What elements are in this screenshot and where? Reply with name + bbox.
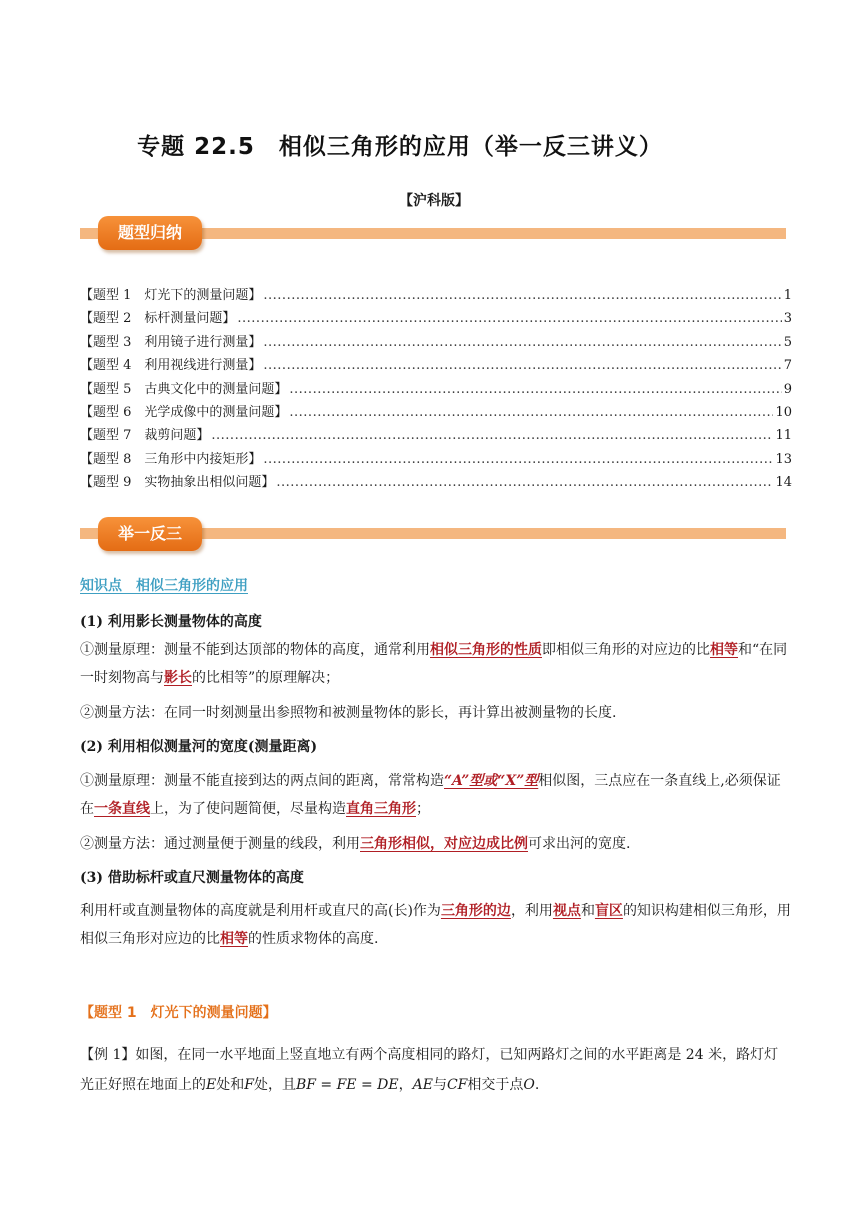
toc-leader bbox=[263, 354, 781, 377]
math-var: AE bbox=[412, 1077, 433, 1093]
text-run: ； bbox=[416, 801, 430, 817]
toc-entry[interactable] bbox=[80, 307, 792, 330]
example-1 bbox=[80, 1040, 792, 1100]
key-term: 相等 bbox=[220, 931, 248, 947]
page-title: 专题 22.5 相似三角形的应用（举一反三讲义） bbox=[137, 134, 663, 160]
key-term: 盲区 bbox=[594, 903, 623, 919]
math-var: CF bbox=[446, 1077, 468, 1093]
math-var: E bbox=[206, 1077, 217, 1093]
type-1-heading: 【题型 1 灯光下的测量问题】 bbox=[80, 1005, 277, 1021]
text-run: 和 bbox=[580, 903, 595, 919]
key-term: “A”型或“X”型 bbox=[444, 773, 539, 789]
text-run: 与 bbox=[432, 1077, 447, 1093]
key-term: 影长 bbox=[164, 670, 192, 686]
text-run: 相交于点 bbox=[467, 1077, 524, 1093]
toc-entry-page: 3 bbox=[783, 311, 792, 327]
toc-entry-page: 14 bbox=[775, 475, 792, 491]
toc-leader bbox=[263, 284, 781, 307]
key-term: 一条直线 bbox=[94, 801, 150, 817]
toc-entry[interactable] bbox=[80, 331, 792, 354]
text-run: 可求出河的宽度. bbox=[528, 836, 631, 852]
text-run: ①测量原理：测量不能到达顶部的物体的高度，通常利用 bbox=[80, 642, 430, 658]
toc-entry-label: 【题型 7 裁剪问题】 bbox=[80, 428, 210, 444]
toc-entry[interactable] bbox=[80, 448, 792, 471]
text-run: 处和 bbox=[216, 1077, 245, 1093]
toc-entry-label: 【题型 8 三角形中内接矩形】 bbox=[80, 451, 262, 467]
toc-leader bbox=[263, 448, 773, 471]
knowledge-point-title: 知识点 相似三角形的应用 bbox=[80, 578, 248, 594]
text-run: ①测量原理：测量不能直接到达的两点间的距离，常常构造 bbox=[80, 773, 444, 789]
toc-entry-label: 【题型 3 利用镜子进行测量】 bbox=[80, 334, 262, 350]
knowledge-heading-1: (1) 利用影长测量物体的高度 bbox=[80, 614, 262, 630]
text-run: ，利用 bbox=[510, 903, 553, 919]
text-run: 的知识构建相似三角形，用相似三角形对应边的比 bbox=[80, 903, 791, 947]
knowledge-content bbox=[80, 608, 792, 953]
toc-entry-page: 11 bbox=[775, 428, 792, 444]
key-term: 相似三角形的性质 bbox=[430, 642, 542, 658]
toc-entry-label: 【题型 4 利用视线进行测量】 bbox=[80, 358, 262, 374]
section-badge-practice: 举一反三 bbox=[98, 517, 202, 551]
key-term: 视点 bbox=[552, 903, 581, 919]
toc-entry-label: 【题型 6 光学成像中的测量问题】 bbox=[80, 404, 288, 420]
text-run: . bbox=[534, 1077, 540, 1093]
toc-entry-page: 10 bbox=[775, 404, 792, 420]
text-run: 上，为了使问题简便，尽量构造 bbox=[150, 801, 346, 817]
toc-entry-page: 1 bbox=[783, 288, 792, 303]
toc-leader bbox=[276, 471, 773, 494]
toc-entry-label: 【题型 2 标杆测量问题】 bbox=[80, 311, 236, 327]
knowledge-paragraph-5 bbox=[80, 897, 792, 953]
toc-entry[interactable] bbox=[80, 378, 792, 401]
toc-entry-label: 【题型 9 实物抽象出相似问题】 bbox=[80, 475, 275, 491]
toc-entry-page: 7 bbox=[783, 358, 792, 374]
text-run: 的性质求物体的高度. bbox=[248, 931, 379, 947]
edition-label: 【沪科版】 bbox=[399, 193, 469, 209]
toc-entry-label: 【题型 1 灯光下的测量问题】 bbox=[80, 288, 262, 303]
section-badge-summary: 题型归纳 bbox=[98, 216, 202, 250]
toc-entry[interactable] bbox=[80, 401, 792, 424]
toc-leader bbox=[263, 331, 781, 354]
knowledge-paragraph-2: ②测量方法：在同一时刻测量出参照物和被测量物体的影长，再计算出被测量物的长度. bbox=[80, 705, 617, 721]
toc-leader bbox=[237, 307, 781, 330]
key-term: 三角形的边 bbox=[440, 903, 511, 919]
toc-entry-page: 13 bbox=[775, 451, 792, 467]
toc-entry[interactable] bbox=[80, 284, 792, 307]
toc-leader bbox=[211, 424, 773, 447]
toc-leader bbox=[289, 378, 781, 401]
text-run: ， bbox=[398, 1077, 413, 1093]
table-of-contents bbox=[80, 284, 792, 495]
text-run: 的比相等”的原理解决； bbox=[192, 670, 340, 686]
knowledge-heading-2: (2) 利用相似测量河的宽度(测量距离) bbox=[80, 739, 318, 755]
knowledge-paragraph-1 bbox=[80, 636, 792, 692]
text-run: 处，且 bbox=[253, 1077, 296, 1093]
math-equation: BF = FE = DE bbox=[295, 1077, 399, 1093]
key-term: 三角形相似，对应边成比例 bbox=[360, 836, 528, 852]
toc-entry[interactable] bbox=[80, 471, 792, 494]
math-var: O bbox=[523, 1077, 535, 1093]
math-var: F bbox=[244, 1077, 254, 1093]
text-run: 【例 1】如图，在同一水平地面上竖直地立有两个高度相同的路灯，已知两路灯之间的水平距离是 24 米，路灯灯光正好照在地面上的 bbox=[80, 1047, 779, 1093]
key-term: 相等 bbox=[710, 642, 738, 658]
toc-entry[interactable] bbox=[80, 354, 792, 377]
key-term: 直角三角形 bbox=[346, 801, 416, 817]
toc-entry-label: 【题型 5 古典文化中的测量问题】 bbox=[80, 381, 288, 397]
knowledge-heading-3: (3) 借助标杆或直尺测量物体的高度 bbox=[80, 870, 304, 886]
text-run: 相似图，三点应在一条直线上,必须保证在 bbox=[80, 773, 781, 817]
text-run: ②测量方法：通过测量便于测量的线段，利用 bbox=[80, 836, 360, 852]
text-run: 利用杆或直测量物体的高度就是利用杆或直尺的高(长)作为 bbox=[80, 903, 441, 919]
toc-entry[interactable] bbox=[80, 424, 792, 447]
toc-entry-page: 5 bbox=[783, 334, 792, 350]
knowledge-paragraph-4 bbox=[80, 830, 792, 858]
text-run: 即相似三角形的对应边的比 bbox=[542, 642, 710, 658]
toc-leader bbox=[289, 401, 773, 424]
text-run: 和“在同一时刻物高与 bbox=[80, 642, 788, 686]
knowledge-paragraph-3 bbox=[80, 767, 792, 823]
toc-entry-page: 9 bbox=[783, 381, 792, 397]
